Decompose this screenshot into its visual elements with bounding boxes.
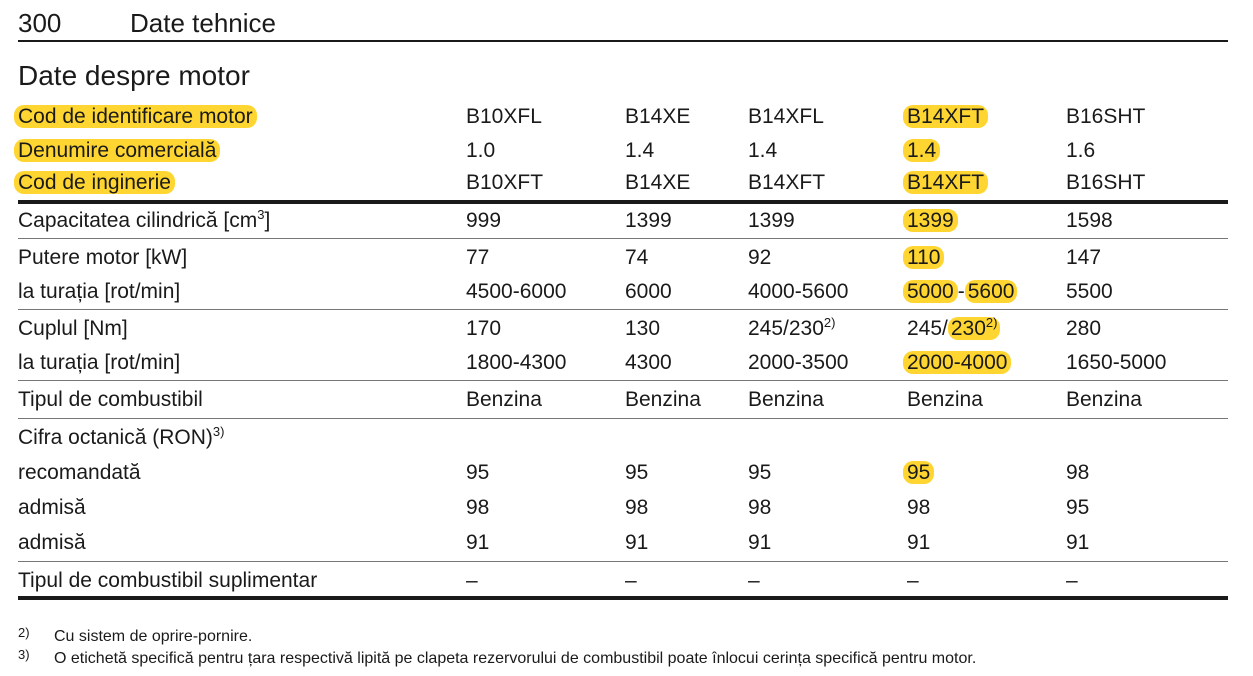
table-cell: 95 — [625, 461, 649, 484]
table-cell: 1.4 — [625, 139, 655, 162]
table-cell: 91 — [907, 531, 931, 554]
row-label: admisă — [18, 531, 86, 554]
table-cell: 6000 — [625, 280, 672, 303]
row-label: admisă — [18, 496, 86, 519]
table-cell: 1.0 — [466, 139, 496, 162]
table-cell: – — [1066, 569, 1078, 592]
row-label: Cifra octanică (RON)$^{3)}$ — [18, 424, 225, 449]
table-cell: 999 — [466, 209, 502, 232]
table-cell: 1399 — [625, 209, 672, 232]
table-row — [18, 204, 1228, 238]
table-cell: Benzina — [466, 388, 542, 411]
table-cell: – — [625, 569, 637, 592]
table-cell: B10XFT — [466, 171, 544, 194]
table-cell: 4500-6000 — [466, 280, 567, 303]
table-cell: 130 — [625, 317, 661, 340]
table-cell: B14XFT — [903, 105, 988, 128]
footnote-mark: 2) — [18, 625, 30, 640]
row-label: Tipul de combustibil — [18, 388, 203, 411]
row-label: Cod de inginerie — [14, 171, 175, 194]
table-cell: 95 — [903, 461, 934, 484]
table-cell: – — [907, 569, 919, 592]
table-cell: 98 — [466, 496, 490, 519]
table-cell: Benzina — [625, 388, 701, 411]
section-title: Date despre motor — [18, 60, 250, 91]
table-cell: 77 — [466, 246, 490, 269]
table-cell: 95 — [748, 461, 772, 484]
table-cell: 1650-5000 — [1066, 351, 1167, 374]
table-cell: Benzina — [907, 388, 983, 411]
page-header — [18, 6, 1228, 42]
row-label: Capacitatea cilindrică $[cm^3]$ — [18, 207, 271, 232]
table-cell: 91 — [1066, 531, 1090, 554]
table-cell: 280 — [1066, 317, 1102, 340]
table-cell: 4300 — [625, 351, 672, 374]
table-cell: B14XE — [625, 105, 691, 128]
table-row — [18, 419, 1228, 456]
table-cell: 95 — [1066, 496, 1090, 519]
table-cell: 91 — [748, 531, 772, 554]
row-label: la turația [rot/min] — [18, 280, 181, 303]
table-cell: B16SHT — [1066, 171, 1146, 194]
table-cell: 91 — [466, 531, 490, 554]
table-cell: 2000-4000 — [903, 351, 1011, 374]
table-cell: 1.6 — [1066, 139, 1096, 162]
footnote-mark: 3) — [18, 647, 30, 662]
table-cell: 1.4 — [748, 139, 778, 162]
table-row — [18, 239, 1228, 275]
table-cell: 4000-5600 — [748, 280, 849, 303]
row-label: recomandată — [18, 461, 141, 484]
table-cell: 98 — [748, 496, 772, 519]
table-cell: – — [466, 569, 478, 592]
table-cell: B14XFT — [903, 171, 988, 194]
row-label: Tipul de combustibil suplimentar — [18, 569, 318, 592]
page-number: 300 — [18, 8, 62, 38]
table-cell: 1399 — [903, 209, 958, 232]
table-row — [18, 166, 1228, 200]
table-row — [18, 562, 1228, 596]
table-cell: 74 — [625, 246, 649, 269]
table-cell: 92 — [748, 246, 772, 269]
table-cell: 147 — [1066, 246, 1102, 269]
table-cell: 245/230$^{2)}$ — [748, 315, 836, 340]
table-row — [18, 456, 1228, 491]
table-cell: B14XFL — [748, 105, 824, 128]
page-title: Date tehnice — [130, 8, 276, 38]
table-cell: 170 — [466, 317, 502, 340]
table-cell: 5000 - 5600 — [907, 275, 1017, 309]
table-row — [18, 346, 1228, 380]
table-cell: Benzina — [1066, 388, 1142, 411]
table-cell: B14XE — [625, 171, 691, 194]
table-cell: – — [748, 569, 760, 592]
table-cell: 98 — [625, 496, 649, 519]
table-row — [18, 491, 1228, 526]
table-cell: B14XFT — [748, 171, 826, 194]
table-row — [18, 310, 1228, 346]
table-cell: 245/ 230$^{2)}$ — [907, 312, 1000, 346]
table-cell: 1.4 — [903, 139, 940, 162]
table-cell: 110 — [903, 246, 944, 269]
footnote-text: Cu sistem de oprire-pornire. — [54, 628, 253, 645]
table-cell: 1800-4300 — [466, 351, 567, 374]
table-row — [18, 526, 1228, 561]
table-cell: 2000-3500 — [748, 351, 849, 374]
row-label: Denumire comercială — [14, 139, 220, 162]
table-cell: B16SHT — [1066, 105, 1146, 128]
table-cell: 1598 — [1066, 209, 1113, 232]
table-row — [18, 275, 1228, 309]
table-cell: 91 — [625, 531, 649, 554]
table-cell: 95 — [466, 461, 490, 484]
table-row — [18, 134, 1228, 166]
table-cell: B10XFL — [466, 105, 542, 128]
table-row — [18, 381, 1228, 418]
table-cell: 98 — [1066, 461, 1090, 484]
table-cell: Benzina — [748, 388, 824, 411]
row-label: Cod de identificare motor — [14, 105, 257, 128]
table-row — [18, 100, 1228, 134]
engine-data-table — [18, 100, 1228, 600]
row-label: la turația [rot/min] — [18, 351, 181, 374]
row-label: Cuplul [Nm] — [18, 317, 128, 340]
table-cell: 98 — [907, 496, 931, 519]
row-label: Putere motor [kW] — [18, 246, 188, 269]
table-cell: 1399 — [748, 209, 795, 232]
table-cell: 5500 — [1066, 280, 1113, 303]
footnote-text: O etichetă specifică pentru țara respectivă lipită pe clapeta rezervorului de combustibil poate înlocui cerința specifică pentru motor. — [54, 650, 977, 667]
